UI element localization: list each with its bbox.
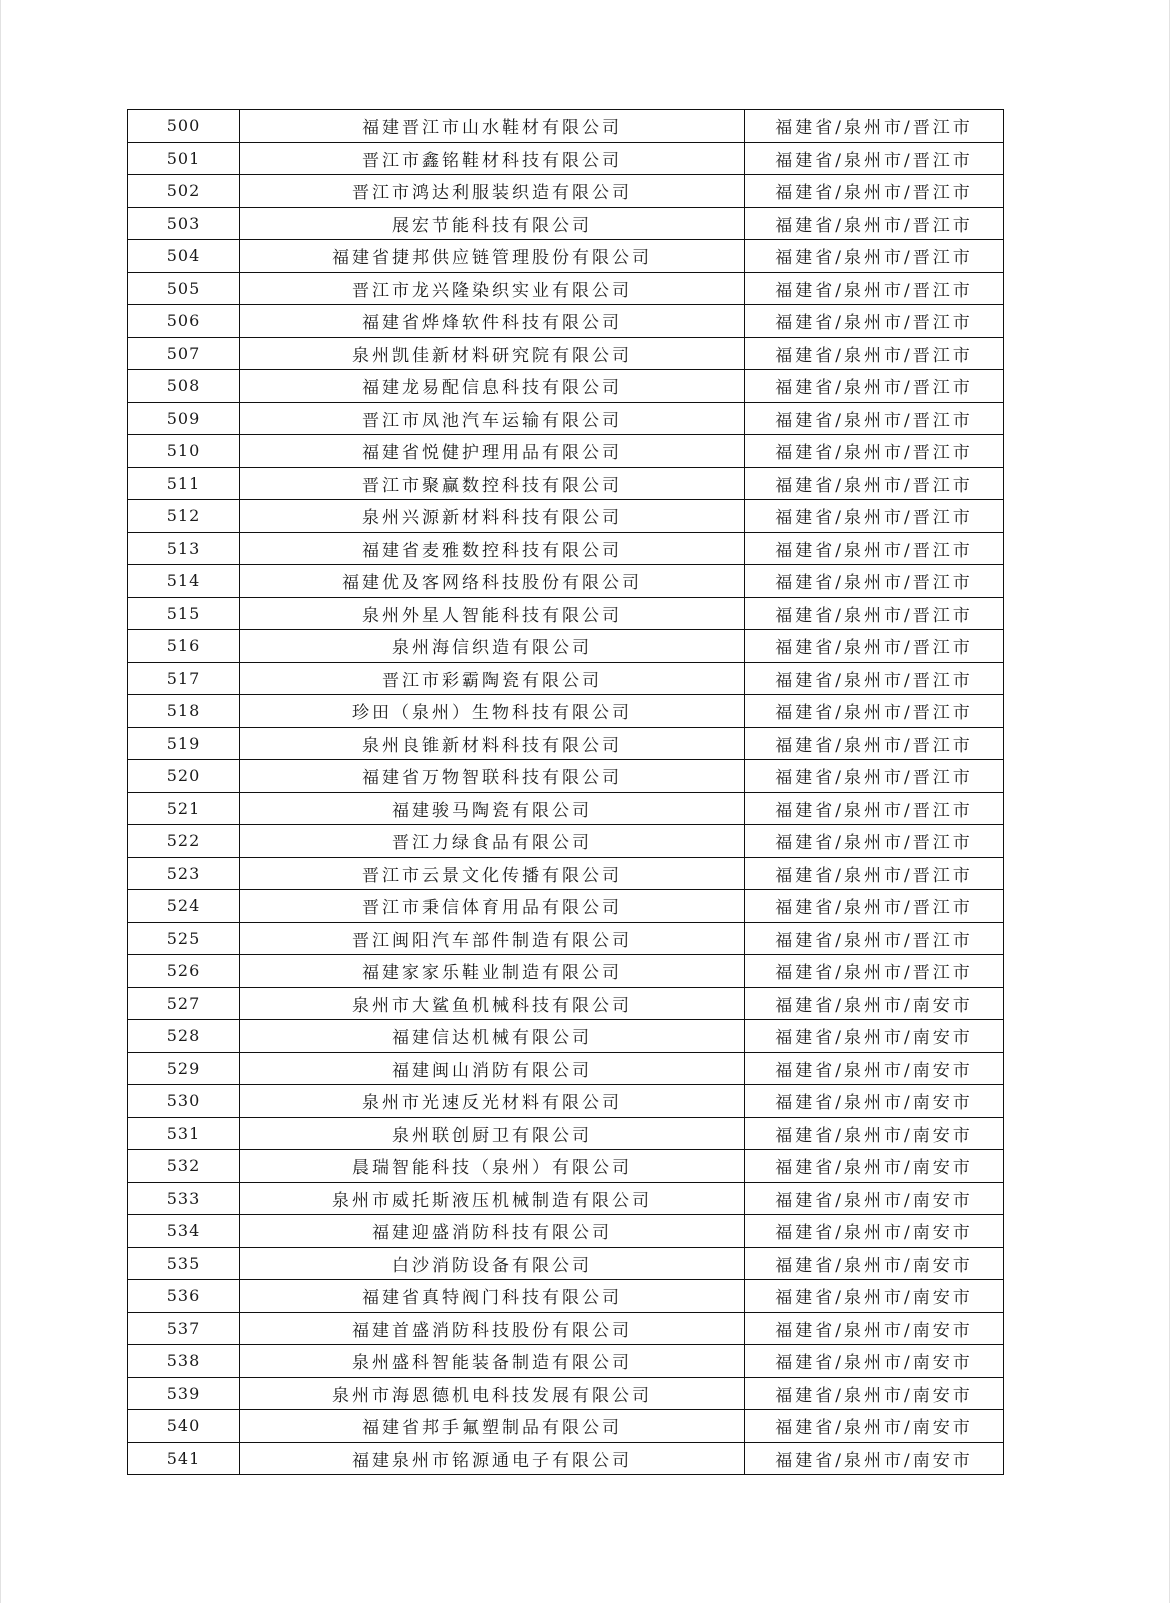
row-number-cell: 531 — [128, 1117, 240, 1150]
company-name-cell: 福建龙易配信息科技有限公司 — [240, 370, 745, 403]
company-name-cell: 福建晋江市山水鞋材有限公司 — [240, 110, 745, 143]
row-number-cell: 512 — [128, 500, 240, 533]
table-row — [128, 1182, 1004, 1215]
row-number-cell: 514 — [128, 565, 240, 598]
region-cell: 福建省/泉州市/晋江市 — [745, 272, 1004, 305]
row-number-cell: 532 — [128, 1150, 240, 1183]
region-cell: 福建省/泉州市/晋江市 — [745, 175, 1004, 208]
row-number-cell: 517 — [128, 662, 240, 695]
row-number-cell: 519 — [128, 727, 240, 760]
region-cell: 福建省/泉州市/南安市 — [745, 1442, 1004, 1475]
row-number-cell: 538 — [128, 1345, 240, 1378]
company-name-cell: 晋江力绿食品有限公司 — [240, 825, 745, 858]
row-number-cell: 500 — [128, 110, 240, 143]
table-row — [128, 1150, 1004, 1183]
row-number-cell: 503 — [128, 207, 240, 240]
region-cell: 福建省/泉州市/南安市 — [745, 1377, 1004, 1410]
company-name-cell: 泉州市威托斯液压机械制造有限公司 — [240, 1182, 745, 1215]
row-number-cell: 509 — [128, 402, 240, 435]
row-number-cell: 504 — [128, 240, 240, 273]
row-number-cell: 535 — [128, 1247, 240, 1280]
region-cell: 福建省/泉州市/南安市 — [745, 1410, 1004, 1443]
region-cell: 福建省/泉州市/南安市 — [745, 1182, 1004, 1215]
company-name-cell: 泉州盛科智能装备制造有限公司 — [240, 1345, 745, 1378]
row-number-cell: 523 — [128, 857, 240, 890]
row-number-cell: 539 — [128, 1377, 240, 1410]
company-name-cell: 泉州海信织造有限公司 — [240, 630, 745, 663]
row-number-cell: 527 — [128, 987, 240, 1020]
company-name-cell: 白沙消防设备有限公司 — [240, 1247, 745, 1280]
table-row — [128, 1377, 1004, 1410]
region-cell: 福建省/泉州市/晋江市 — [745, 662, 1004, 695]
region-cell: 福建省/泉州市/晋江市 — [745, 305, 1004, 338]
table-row — [128, 857, 1004, 890]
company-name-cell: 福建信达机械有限公司 — [240, 1020, 745, 1053]
region-cell: 福建省/泉州市/晋江市 — [745, 825, 1004, 858]
table-row — [128, 727, 1004, 760]
row-number-cell: 502 — [128, 175, 240, 208]
region-cell: 福建省/泉州市/南安市 — [745, 987, 1004, 1020]
company-name-cell: 福建骏马陶瓷有限公司 — [240, 792, 745, 825]
region-cell: 福建省/泉州市/晋江市 — [745, 890, 1004, 923]
table-row — [128, 1312, 1004, 1345]
region-cell: 福建省/泉州市/晋江市 — [745, 922, 1004, 955]
row-number-cell: 508 — [128, 370, 240, 403]
table-row — [128, 272, 1004, 305]
table-row — [128, 370, 1004, 403]
table-row — [128, 142, 1004, 175]
region-cell: 福建省/泉州市/晋江市 — [745, 370, 1004, 403]
row-number-cell: 528 — [128, 1020, 240, 1053]
table-row — [128, 630, 1004, 663]
table-row — [128, 987, 1004, 1020]
table-row — [128, 825, 1004, 858]
table-row — [128, 1280, 1004, 1313]
table-row — [128, 1052, 1004, 1085]
table-row — [128, 110, 1004, 143]
table-row — [128, 1442, 1004, 1475]
table-row — [128, 1410, 1004, 1443]
table-row — [128, 565, 1004, 598]
company-table — [127, 109, 1004, 1475]
region-cell: 福建省/泉州市/晋江市 — [745, 857, 1004, 890]
region-cell: 福建省/泉州市/南安市 — [745, 1280, 1004, 1313]
row-number-cell: 520 — [128, 760, 240, 793]
row-number-cell: 530 — [128, 1085, 240, 1118]
row-number-cell: 534 — [128, 1215, 240, 1248]
table-row — [128, 662, 1004, 695]
company-name-cell: 晋江市云景文化传播有限公司 — [240, 857, 745, 890]
company-name-cell: 福建闽山消防有限公司 — [240, 1052, 745, 1085]
table-row — [128, 435, 1004, 468]
row-number-cell: 541 — [128, 1442, 240, 1475]
region-cell: 福建省/泉州市/南安市 — [745, 1052, 1004, 1085]
table-row — [128, 207, 1004, 240]
row-number-cell: 526 — [128, 955, 240, 988]
region-cell: 福建省/泉州市/晋江市 — [745, 565, 1004, 598]
company-name-cell: 晋江市鸿达利服装织造有限公司 — [240, 175, 745, 208]
row-number-cell: 505 — [128, 272, 240, 305]
company-name-cell: 珍田（泉州）生物科技有限公司 — [240, 695, 745, 728]
row-number-cell: 515 — [128, 597, 240, 630]
company-name-cell: 福建省麦雅数控科技有限公司 — [240, 532, 745, 565]
region-cell: 福建省/泉州市/晋江市 — [745, 110, 1004, 143]
company-name-cell: 晋江市聚赢数控科技有限公司 — [240, 467, 745, 500]
row-number-cell: 529 — [128, 1052, 240, 1085]
table-row — [128, 955, 1004, 988]
region-cell: 福建省/泉州市/南安市 — [745, 1312, 1004, 1345]
region-cell: 福建省/泉州市/晋江市 — [745, 207, 1004, 240]
company-name-cell: 晋江市秉信体育用品有限公司 — [240, 890, 745, 923]
company-name-cell: 泉州兴源新材料科技有限公司 — [240, 500, 745, 533]
region-cell: 福建省/泉州市/晋江市 — [745, 792, 1004, 825]
table-row — [128, 597, 1004, 630]
table-row — [128, 402, 1004, 435]
table-row — [128, 922, 1004, 955]
company-name-cell: 展宏节能科技有限公司 — [240, 207, 745, 240]
row-number-cell: 536 — [128, 1280, 240, 1313]
region-cell: 福建省/泉州市/晋江市 — [745, 955, 1004, 988]
region-cell: 福建省/泉州市/南安市 — [745, 1345, 1004, 1378]
region-cell: 福建省/泉州市/晋江市 — [745, 597, 1004, 630]
company-name-cell: 晨瑞智能科技（泉州）有限公司 — [240, 1150, 745, 1183]
region-cell: 福建省/泉州市/南安市 — [745, 1247, 1004, 1280]
region-cell: 福建省/泉州市/晋江市 — [745, 402, 1004, 435]
row-number-cell: 513 — [128, 532, 240, 565]
region-cell: 福建省/泉州市/南安市 — [745, 1150, 1004, 1183]
company-name-cell: 晋江市凤池汽车运输有限公司 — [240, 402, 745, 435]
table-row — [128, 1215, 1004, 1248]
company-name-cell: 福建省捷邦供应链管理股份有限公司 — [240, 240, 745, 273]
region-cell: 福建省/泉州市/晋江市 — [745, 337, 1004, 370]
company-name-cell: 福建省真特阀门科技有限公司 — [240, 1280, 745, 1313]
company-name-cell: 晋江闽阳汽车部件制造有限公司 — [240, 922, 745, 955]
row-number-cell: 506 — [128, 305, 240, 338]
table-row — [128, 1117, 1004, 1150]
row-number-cell: 522 — [128, 825, 240, 858]
region-cell: 福建省/泉州市/晋江市 — [745, 727, 1004, 760]
table-row — [128, 500, 1004, 533]
company-name-cell: 晋江市龙兴隆染织实业有限公司 — [240, 272, 745, 305]
region-cell: 福建省/泉州市/晋江市 — [745, 630, 1004, 663]
row-number-cell: 540 — [128, 1410, 240, 1443]
region-cell: 福建省/泉州市/晋江市 — [745, 500, 1004, 533]
region-cell: 福建省/泉州市/晋江市 — [745, 467, 1004, 500]
region-cell: 福建省/泉州市/晋江市 — [745, 435, 1004, 468]
company-name-cell: 福建家家乐鞋业制造有限公司 — [240, 955, 745, 988]
table-row — [128, 1085, 1004, 1118]
company-name-cell: 泉州联创厨卫有限公司 — [240, 1117, 745, 1150]
row-number-cell: 533 — [128, 1182, 240, 1215]
row-number-cell: 518 — [128, 695, 240, 728]
company-table-body — [128, 110, 1004, 1475]
company-name-cell: 福建迎盛消防科技有限公司 — [240, 1215, 745, 1248]
company-name-cell: 福建省万物智联科技有限公司 — [240, 760, 745, 793]
company-name-cell: 福建省烨烽软件科技有限公司 — [240, 305, 745, 338]
company-name-cell: 福建首盛消防科技股份有限公司 — [240, 1312, 745, 1345]
region-cell: 福建省/泉州市/南安市 — [745, 1020, 1004, 1053]
table-row — [128, 1020, 1004, 1053]
company-name-cell: 福建泉州市铭源通电子有限公司 — [240, 1442, 745, 1475]
company-name-cell: 泉州外星人智能科技有限公司 — [240, 597, 745, 630]
table-row — [128, 175, 1004, 208]
region-cell: 福建省/泉州市/晋江市 — [745, 142, 1004, 175]
company-name-cell: 福建省邦手氟塑制品有限公司 — [240, 1410, 745, 1443]
row-number-cell: 510 — [128, 435, 240, 468]
row-number-cell: 524 — [128, 890, 240, 923]
table-row — [128, 760, 1004, 793]
row-number-cell: 507 — [128, 337, 240, 370]
region-cell: 福建省/泉州市/南安市 — [745, 1215, 1004, 1248]
region-cell: 福建省/泉州市/南安市 — [745, 1085, 1004, 1118]
table-row — [128, 890, 1004, 923]
row-number-cell: 521 — [128, 792, 240, 825]
company-name-cell: 泉州凯佳新材料研究院有限公司 — [240, 337, 745, 370]
row-number-cell: 516 — [128, 630, 240, 663]
company-name-cell: 晋江市彩霸陶瓷有限公司 — [240, 662, 745, 695]
table-row — [128, 337, 1004, 370]
company-name-cell: 泉州良锥新材料科技有限公司 — [240, 727, 745, 760]
table-row — [128, 1345, 1004, 1378]
row-number-cell: 537 — [128, 1312, 240, 1345]
table-row — [128, 1247, 1004, 1280]
row-number-cell: 501 — [128, 142, 240, 175]
region-cell: 福建省/泉州市/晋江市 — [745, 532, 1004, 565]
table-row — [128, 532, 1004, 565]
table-row — [128, 467, 1004, 500]
row-number-cell: 525 — [128, 922, 240, 955]
region-cell: 福建省/泉州市/晋江市 — [745, 695, 1004, 728]
company-name-cell: 泉州市大鲨鱼机械科技有限公司 — [240, 987, 745, 1020]
row-number-cell: 511 — [128, 467, 240, 500]
table-row — [128, 240, 1004, 273]
company-name-cell: 福建省悦健护理用品有限公司 — [240, 435, 745, 468]
region-cell: 福建省/泉州市/晋江市 — [745, 240, 1004, 273]
company-name-cell: 泉州市光速反光材料有限公司 — [240, 1085, 745, 1118]
company-name-cell: 晋江市鑫铭鞋材科技有限公司 — [240, 142, 745, 175]
table-row — [128, 792, 1004, 825]
region-cell: 福建省/泉州市/南安市 — [745, 1117, 1004, 1150]
company-name-cell: 福建优及客网络科技股份有限公司 — [240, 565, 745, 598]
region-cell: 福建省/泉州市/晋江市 — [745, 760, 1004, 793]
company-name-cell: 泉州市海恩德机电科技发展有限公司 — [240, 1377, 745, 1410]
table-row — [128, 305, 1004, 338]
table-row — [128, 695, 1004, 728]
